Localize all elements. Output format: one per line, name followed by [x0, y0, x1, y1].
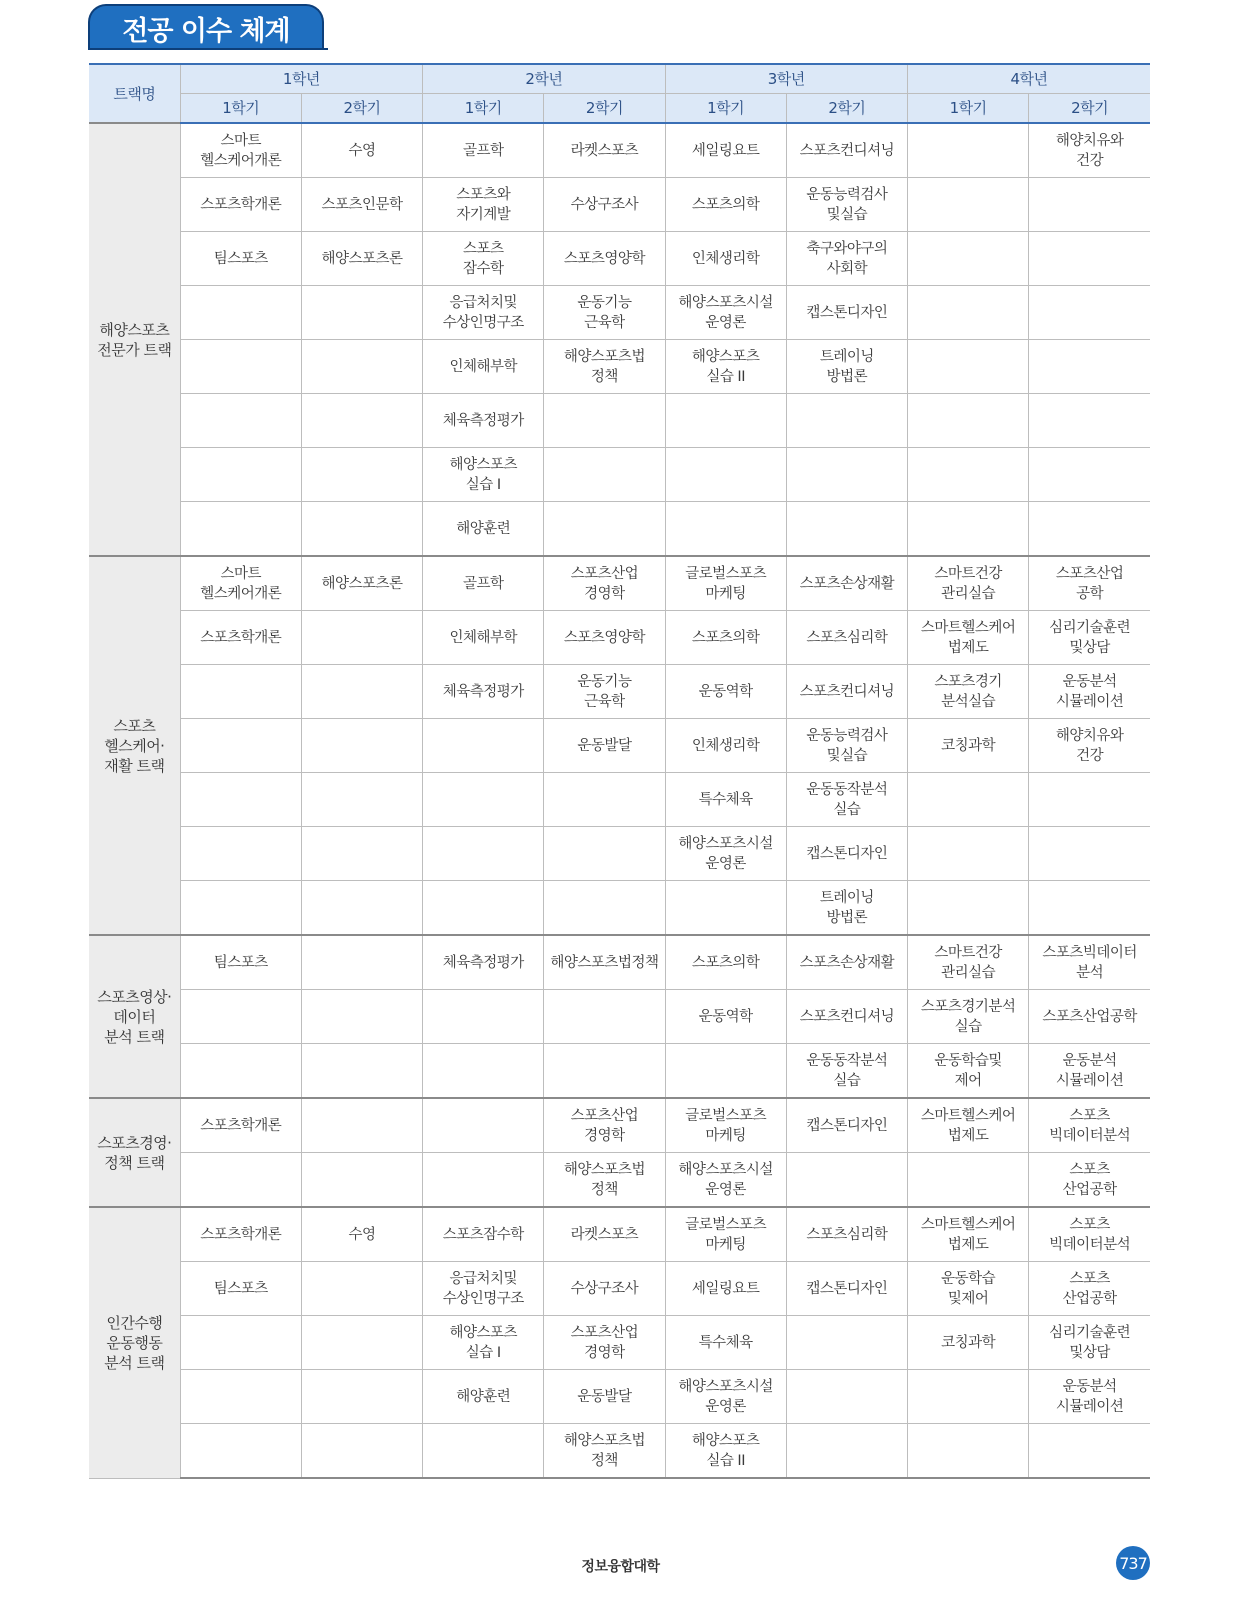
course-cell — [180, 773, 301, 827]
course-cell: 스포츠 산업공학 — [1029, 1262, 1150, 1316]
course-cell — [1029, 502, 1150, 557]
course-cell — [301, 1424, 422, 1479]
course-cell: 스포츠컨디셔닝 — [786, 990, 907, 1044]
table-row — [89, 1207, 1150, 1262]
course-cell — [786, 1153, 907, 1208]
course-cell: 스포츠의학 — [665, 935, 786, 990]
course-cell — [301, 1370, 422, 1424]
course-cell — [665, 394, 786, 448]
course-cell: 스포츠손상재활 — [786, 556, 907, 611]
course-cell: 운동발달 — [544, 1370, 665, 1424]
course-cell: 수영 — [301, 123, 422, 178]
course-cell — [665, 448, 786, 502]
course-cell: 팀스포츠 — [180, 232, 301, 286]
course-cell: 해양스포츠 실습 I — [423, 448, 544, 502]
course-cell: 스포츠산업 경영학 — [544, 556, 665, 611]
course-cell — [1029, 827, 1150, 881]
table-row — [89, 665, 1150, 719]
table-row — [89, 1153, 1150, 1208]
course-cell — [180, 394, 301, 448]
course-cell: 스포츠 빅데이터분석 — [1029, 1207, 1150, 1262]
course-cell: 운동능력검사 및실습 — [786, 719, 907, 773]
course-cell: 운동학습및 제어 — [907, 1044, 1028, 1099]
year-header: 3학년 — [665, 64, 907, 94]
course-cell — [301, 935, 422, 990]
year-header: 1학년 — [180, 64, 422, 94]
course-cell: 해양스포츠시설 운영론 — [665, 827, 786, 881]
page-number: 737 — [1116, 1546, 1150, 1580]
course-cell — [301, 502, 422, 557]
year-header: 2학년 — [423, 64, 665, 94]
course-cell: 해양스포츠법정책 — [544, 935, 665, 990]
table-row — [89, 448, 1150, 502]
course-cell: 트레이닝 방법론 — [786, 340, 907, 394]
course-cell — [544, 502, 665, 557]
course-cell — [301, 611, 422, 665]
course-cell: 스마트 헬스케어개론 — [180, 556, 301, 611]
course-cell: 인체생리학 — [665, 719, 786, 773]
course-cell: 스마트 헬스케어개론 — [180, 123, 301, 178]
course-cell — [423, 773, 544, 827]
table-row — [89, 1424, 1150, 1479]
course-cell — [786, 1424, 907, 1479]
course-cell — [544, 773, 665, 827]
course-cell — [907, 827, 1028, 881]
course-cell — [907, 1370, 1028, 1424]
track-name: 인간수행 운동행동 분석 트랙 — [89, 1207, 180, 1478]
table-row — [89, 394, 1150, 448]
course-cell — [301, 340, 422, 394]
course-cell — [1029, 881, 1150, 936]
curriculum-table — [89, 63, 1150, 1479]
course-cell — [907, 123, 1028, 178]
course-cell — [180, 1153, 301, 1208]
course-cell — [544, 394, 665, 448]
course-cell: 코칭과학 — [907, 719, 1028, 773]
course-cell — [301, 665, 422, 719]
track-name-header: 트랙명 — [89, 64, 180, 123]
course-cell — [301, 719, 422, 773]
course-cell: 캡스톤디자인 — [786, 286, 907, 340]
year-header: 4학년 — [907, 64, 1150, 94]
course-cell: 운동발달 — [544, 719, 665, 773]
course-cell — [423, 827, 544, 881]
table-row — [89, 1262, 1150, 1316]
course-cell: 해양스포츠시설 운영론 — [665, 1370, 786, 1424]
course-cell: 해양훈련 — [423, 502, 544, 557]
table-row — [89, 935, 1150, 990]
course-cell: 스마트건강 관리실습 — [907, 556, 1028, 611]
course-cell: 스마트건강 관리실습 — [907, 935, 1028, 990]
course-cell: 해양스포츠시설 운영론 — [665, 286, 786, 340]
course-cell: 운동분석 시뮬레이션 — [1029, 665, 1150, 719]
course-cell — [180, 1316, 301, 1370]
course-cell: 해양훈련 — [423, 1370, 544, 1424]
course-cell — [180, 1370, 301, 1424]
semester-header: 1학기 — [423, 94, 544, 124]
track-name: 스포츠 헬스케어· 재활 트랙 — [89, 556, 180, 935]
semester-header: 2학기 — [786, 94, 907, 124]
course-cell: 스포츠산업 공학 — [1029, 556, 1150, 611]
course-cell — [786, 502, 907, 557]
course-cell — [301, 827, 422, 881]
table-row — [89, 827, 1150, 881]
course-cell: 특수체육 — [665, 1316, 786, 1370]
course-cell — [665, 881, 786, 936]
course-cell — [786, 1370, 907, 1424]
semester-header: 1학기 — [665, 94, 786, 124]
course-cell: 심리기술훈련 및상담 — [1029, 611, 1150, 665]
course-cell: 수영 — [301, 1207, 422, 1262]
course-cell — [786, 394, 907, 448]
table-row — [89, 178, 1150, 232]
course-cell: 스포츠빅데이터 분석 — [1029, 935, 1150, 990]
course-cell — [180, 286, 301, 340]
course-cell — [423, 719, 544, 773]
table-row — [89, 1044, 1150, 1099]
course-cell — [907, 286, 1028, 340]
course-cell: 골프학 — [423, 123, 544, 178]
course-cell — [301, 394, 422, 448]
curriculum-body — [89, 123, 1150, 1478]
course-cell: 캡스톤디자인 — [786, 827, 907, 881]
course-cell: 운동동작분석 실습 — [786, 773, 907, 827]
course-cell — [907, 773, 1028, 827]
course-cell: 글로벌스포츠 마케팅 — [665, 556, 786, 611]
track-name: 스포츠경영· 정책 트랙 — [89, 1098, 180, 1207]
course-cell: 인체생리학 — [665, 232, 786, 286]
course-cell — [301, 1098, 422, 1153]
course-cell: 운동역학 — [665, 990, 786, 1044]
course-cell: 체육측정평가 — [423, 394, 544, 448]
course-cell: 운동기능 근육학 — [544, 665, 665, 719]
table-row — [89, 502, 1150, 557]
course-cell: 스포츠 잠수학 — [423, 232, 544, 286]
course-cell — [907, 502, 1028, 557]
course-cell — [180, 1044, 301, 1099]
course-cell — [180, 502, 301, 557]
course-cell — [786, 1316, 907, 1370]
course-cell — [907, 178, 1028, 232]
course-cell — [180, 665, 301, 719]
course-cell: 해양스포츠 실습 II — [665, 340, 786, 394]
course-cell — [180, 990, 301, 1044]
course-cell — [1029, 178, 1150, 232]
course-cell: 스포츠심리학 — [786, 1207, 907, 1262]
course-cell: 수상구조사 — [544, 1262, 665, 1316]
course-cell — [544, 1044, 665, 1099]
course-cell: 스포츠경기 분석실습 — [907, 665, 1028, 719]
course-cell: 해양치유와 건강 — [1029, 123, 1150, 178]
course-cell — [423, 990, 544, 1044]
table-row — [89, 719, 1150, 773]
course-cell: 팀스포츠 — [180, 1262, 301, 1316]
table-row — [89, 286, 1150, 340]
table-row — [89, 123, 1150, 178]
course-cell — [180, 719, 301, 773]
course-cell — [907, 232, 1028, 286]
course-cell: 스포츠심리학 — [786, 611, 907, 665]
course-cell — [907, 448, 1028, 502]
semester-header: 2학기 — [301, 94, 422, 124]
course-cell — [301, 773, 422, 827]
course-cell: 해양스포츠법 정책 — [544, 1424, 665, 1479]
course-cell: 해양치유와 건강 — [1029, 719, 1150, 773]
course-cell — [180, 881, 301, 936]
course-cell: 라켓스포츠 — [544, 1207, 665, 1262]
course-cell: 심리기술훈련 및상담 — [1029, 1316, 1150, 1370]
course-cell: 스포츠 산업공학 — [1029, 1153, 1150, 1208]
course-cell: 캡스톤디자인 — [786, 1098, 907, 1153]
course-cell — [301, 990, 422, 1044]
course-cell: 스마트헬스케어 법제도 — [907, 1098, 1028, 1153]
course-cell — [907, 340, 1028, 394]
course-cell: 스포츠 빅데이터분석 — [1029, 1098, 1150, 1153]
course-cell — [423, 1424, 544, 1479]
track-name: 해양스포츠 전문가 트랙 — [89, 123, 180, 556]
course-cell — [907, 1424, 1028, 1479]
course-cell: 운동동작분석 실습 — [786, 1044, 907, 1099]
course-cell: 인체해부학 — [423, 611, 544, 665]
course-cell — [544, 448, 665, 502]
table-row — [89, 1098, 1150, 1153]
course-cell: 트레이닝 방법론 — [786, 881, 907, 936]
course-cell: 골프학 — [423, 556, 544, 611]
course-cell: 스포츠학개론 — [180, 178, 301, 232]
course-cell: 인체해부학 — [423, 340, 544, 394]
course-cell: 스포츠컨디셔닝 — [786, 123, 907, 178]
course-cell — [301, 1316, 422, 1370]
course-cell: 스포츠영양학 — [544, 232, 665, 286]
table-row — [89, 773, 1150, 827]
page-title: 전공 이수 체계 — [88, 4, 324, 50]
course-cell — [544, 881, 665, 936]
title-underline — [88, 48, 328, 50]
course-cell — [180, 448, 301, 502]
course-cell — [180, 1424, 301, 1479]
course-cell — [180, 340, 301, 394]
course-cell — [1029, 448, 1150, 502]
course-cell — [423, 1153, 544, 1208]
semester-header: 1학기 — [907, 94, 1028, 124]
course-cell: 체육측정평가 — [423, 665, 544, 719]
course-cell — [665, 1044, 786, 1099]
course-cell: 스포츠잠수학 — [423, 1207, 544, 1262]
course-cell: 스포츠와 자기계발 — [423, 178, 544, 232]
course-cell — [301, 448, 422, 502]
course-cell: 스포츠산업 경영학 — [544, 1098, 665, 1153]
course-cell — [907, 881, 1028, 936]
course-cell: 코칭과학 — [907, 1316, 1028, 1370]
course-cell: 세일링요트 — [665, 1262, 786, 1316]
table-row — [89, 1316, 1150, 1370]
course-cell — [180, 827, 301, 881]
course-cell: 스포츠학개론 — [180, 1098, 301, 1153]
course-cell: 스포츠인문학 — [301, 178, 422, 232]
course-cell: 운동능력검사 및실습 — [786, 178, 907, 232]
table-row — [89, 881, 1150, 936]
course-cell — [301, 881, 422, 936]
table-row — [89, 611, 1150, 665]
course-cell: 수상구조사 — [544, 178, 665, 232]
course-cell: 스포츠의학 — [665, 178, 786, 232]
course-cell: 팀스포츠 — [180, 935, 301, 990]
course-cell — [1029, 286, 1150, 340]
course-cell — [907, 1153, 1028, 1208]
course-cell: 해양스포츠시설 운영론 — [665, 1153, 786, 1208]
table-row — [89, 232, 1150, 286]
table-row — [89, 990, 1150, 1044]
course-cell: 응급처치및 수상인명구조 — [423, 286, 544, 340]
course-cell: 스포츠의학 — [665, 611, 786, 665]
course-cell — [1029, 232, 1150, 286]
course-cell: 해양스포츠법 정책 — [544, 340, 665, 394]
course-cell — [1029, 394, 1150, 448]
course-cell: 스포츠학개론 — [180, 1207, 301, 1262]
course-cell: 해양스포츠 실습 II — [665, 1424, 786, 1479]
course-cell: 세일링요트 — [665, 123, 786, 178]
course-cell: 응급처치및 수상인명구조 — [423, 1262, 544, 1316]
course-cell: 스마트헬스케어 법제도 — [907, 1207, 1028, 1262]
course-cell: 운동기능 근육학 — [544, 286, 665, 340]
course-cell — [907, 394, 1028, 448]
footer-college: 정보융합대학 — [581, 1559, 660, 1575]
course-cell: 축구와야구의 사회학 — [786, 232, 907, 286]
course-cell: 캡스톤디자인 — [786, 1262, 907, 1316]
course-cell — [423, 1098, 544, 1153]
semester-header: 1학기 — [180, 94, 301, 124]
course-cell: 스포츠손상재활 — [786, 935, 907, 990]
course-cell: 스포츠산업공학 — [1029, 990, 1150, 1044]
course-cell: 해양스포츠 실습 I — [423, 1316, 544, 1370]
course-cell: 특수체육 — [665, 773, 786, 827]
course-cell: 라켓스포츠 — [544, 123, 665, 178]
course-cell: 글로벌스포츠 마케팅 — [665, 1098, 786, 1153]
course-cell: 글로벌스포츠 마케팅 — [665, 1207, 786, 1262]
course-cell: 스포츠학개론 — [180, 611, 301, 665]
track-name: 스포츠영상· 데이터 분석 트랙 — [89, 935, 180, 1098]
course-cell: 운동역학 — [665, 665, 786, 719]
course-cell: 해양스포츠론 — [301, 556, 422, 611]
course-cell — [544, 990, 665, 1044]
course-cell: 스포츠컨디셔닝 — [786, 665, 907, 719]
course-cell: 스포츠영양학 — [544, 611, 665, 665]
course-cell — [544, 827, 665, 881]
course-cell — [301, 1262, 422, 1316]
semester-header: 2학기 — [1029, 94, 1150, 124]
course-cell — [301, 286, 422, 340]
table-row — [89, 556, 1150, 611]
course-cell: 운동분석 시뮬레이션 — [1029, 1370, 1150, 1424]
course-cell — [423, 1044, 544, 1099]
course-cell — [786, 448, 907, 502]
course-cell — [665, 502, 786, 557]
course-cell — [423, 881, 544, 936]
course-cell: 운동학습 및제어 — [907, 1262, 1028, 1316]
course-cell — [301, 1044, 422, 1099]
course-cell — [301, 1153, 422, 1208]
course-cell: 해양스포츠론 — [301, 232, 422, 286]
course-cell: 스포츠산업 경영학 — [544, 1316, 665, 1370]
course-cell: 스포츠경기분석 실습 — [907, 990, 1028, 1044]
course-cell: 스마트헬스케어 법제도 — [907, 611, 1028, 665]
course-cell: 체육측정평가 — [423, 935, 544, 990]
course-cell — [1029, 1424, 1150, 1479]
course-cell: 해양스포츠법 정책 — [544, 1153, 665, 1208]
table-row — [89, 340, 1150, 394]
course-cell: 운동분석 시뮬레이션 — [1029, 1044, 1150, 1099]
table-row — [89, 1370, 1150, 1424]
semester-header: 2학기 — [544, 94, 665, 124]
course-cell — [1029, 773, 1150, 827]
course-cell — [1029, 340, 1150, 394]
